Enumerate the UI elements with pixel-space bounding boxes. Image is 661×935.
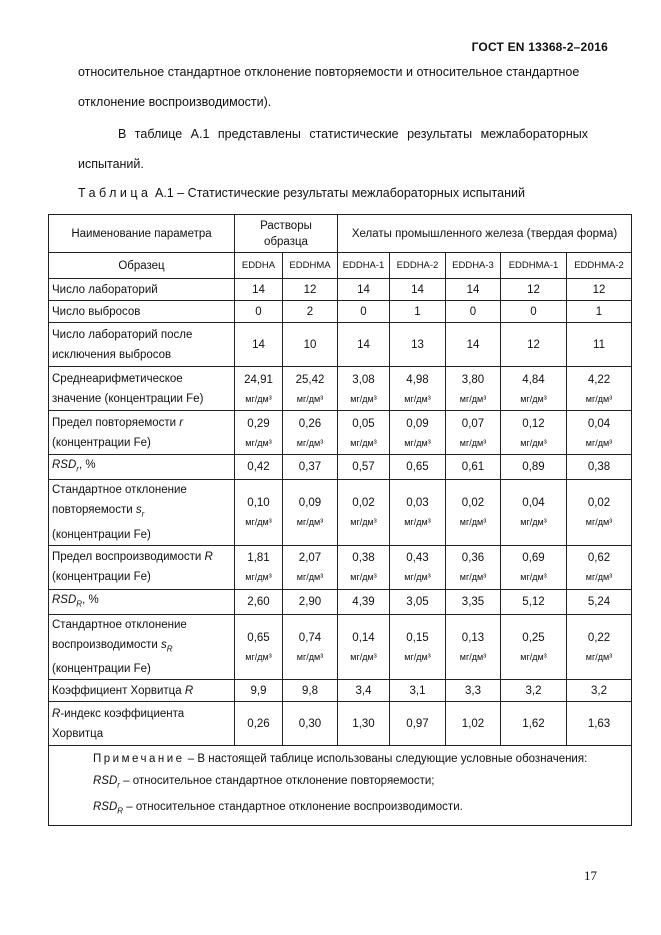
value-cell: 1,30 bbox=[338, 702, 390, 746]
value-cell: 0,89 bbox=[501, 455, 567, 480]
row-label-line: Стандартное отклонение bbox=[52, 618, 187, 631]
value: 0,25 bbox=[522, 632, 545, 645]
value: 0,05 bbox=[352, 417, 375, 430]
value-cell bbox=[446, 411, 501, 455]
value-cell: 3,3 bbox=[446, 680, 501, 702]
symbol: RSD bbox=[52, 459, 77, 471]
unit: мг/дм³ bbox=[404, 572, 431, 583]
unit: мг/дм³ bbox=[245, 572, 272, 583]
value-cell: 14 bbox=[235, 279, 283, 301]
value: 0,04 bbox=[522, 497, 545, 510]
symbol: r bbox=[179, 416, 184, 429]
unit: мг/дм³ bbox=[245, 437, 272, 448]
value: 0,07 bbox=[461, 417, 485, 430]
symbol: s bbox=[135, 504, 142, 517]
value: 3,80 bbox=[461, 373, 485, 386]
value-cell bbox=[283, 367, 338, 411]
value-cell bbox=[283, 545, 338, 589]
value-cell: 14 bbox=[338, 323, 390, 367]
row-label-line: -индекс коэффициента bbox=[60, 707, 185, 720]
value-cell: 3,1 bbox=[390, 680, 446, 702]
value-cell bbox=[567, 480, 632, 545]
unit: мг/дм³ bbox=[585, 393, 613, 404]
row-label-line: (концентрации Fe) bbox=[52, 436, 151, 449]
value-cell bbox=[283, 614, 338, 679]
value-cell bbox=[390, 480, 446, 545]
value: 0,65 bbox=[247, 632, 270, 645]
value: 25,42 bbox=[295, 373, 325, 386]
value: 0,10 bbox=[247, 497, 270, 510]
value: 4,22 bbox=[587, 373, 611, 386]
table-row bbox=[49, 367, 632, 411]
value-cell bbox=[235, 480, 283, 545]
value-cell bbox=[390, 545, 446, 589]
table-caption bbox=[78, 186, 525, 200]
value-cell bbox=[283, 411, 338, 455]
value-cell: 0,97 bbox=[390, 702, 446, 746]
value-cell: 0 bbox=[338, 301, 390, 323]
symbol: R bbox=[204, 551, 213, 564]
value-cell: 0 bbox=[446, 301, 501, 323]
value-cell: 0,65 bbox=[390, 455, 446, 480]
value: 0,26 bbox=[298, 417, 322, 430]
row-label bbox=[49, 614, 235, 679]
value-cell bbox=[567, 411, 632, 455]
value-cell: 10 bbox=[283, 323, 338, 367]
value-cell bbox=[501, 614, 567, 679]
value-cell bbox=[446, 614, 501, 679]
value-cell bbox=[235, 545, 283, 589]
value-cell bbox=[446, 367, 501, 411]
value-cell: 1 bbox=[390, 301, 446, 323]
value-cell bbox=[390, 614, 446, 679]
value-cell bbox=[235, 614, 283, 679]
row-label bbox=[49, 323, 235, 367]
value: 2,07 bbox=[298, 552, 322, 565]
row-label-line: (концентрации Fe) bbox=[52, 528, 151, 541]
table-row bbox=[49, 702, 632, 746]
note-line bbox=[55, 748, 625, 770]
caption-label: Таблица bbox=[78, 186, 152, 200]
value-cell: 1 bbox=[567, 301, 632, 323]
row-label bbox=[49, 411, 235, 455]
value-cell bbox=[390, 367, 446, 411]
table-row bbox=[49, 301, 632, 323]
value-cell: 14 bbox=[235, 323, 283, 367]
value-cell: 14 bbox=[338, 279, 390, 301]
value: 24,91 bbox=[244, 373, 273, 386]
value-cell bbox=[501, 367, 567, 411]
caption-number: А.1 bbox=[155, 186, 174, 200]
unit: мг/дм³ bbox=[585, 517, 613, 528]
value-cell bbox=[235, 411, 283, 455]
row-label-line: Стандартное отклонение bbox=[52, 484, 187, 497]
row-label bbox=[49, 702, 235, 746]
value: 0,14 bbox=[352, 632, 375, 645]
sample-name: EDDHA bbox=[235, 253, 283, 279]
unit: мг/дм³ bbox=[296, 652, 324, 663]
header-param-name: Наименование параметра bbox=[49, 215, 235, 253]
value-cell: 0,30 bbox=[283, 702, 338, 746]
table-row bbox=[49, 455, 632, 480]
table-sample-row bbox=[49, 253, 632, 279]
row-label-line: исключения выбросов bbox=[52, 348, 172, 361]
row-label bbox=[49, 589, 235, 614]
value-cell: 0 bbox=[501, 301, 567, 323]
value-cell bbox=[501, 411, 567, 455]
value-cell: 12 bbox=[567, 279, 632, 301]
table-note bbox=[49, 746, 632, 826]
table-row bbox=[49, 545, 632, 589]
unit: мг/дм³ bbox=[404, 437, 431, 448]
unit: мг/дм³ bbox=[350, 652, 377, 663]
header-group-chelates: Хелаты промышленного железа (твердая форма) bbox=[338, 215, 632, 253]
sample-name: EDDHMA bbox=[283, 253, 338, 279]
unit: мг/дм³ bbox=[459, 572, 487, 583]
symbol-subscript: R bbox=[76, 598, 83, 608]
unit: мг/дм³ bbox=[520, 652, 547, 663]
unit: мг/дм³ bbox=[296, 393, 324, 404]
row-label-line: Предел повторяемости bbox=[52, 416, 180, 429]
sample-name: EDDHA-3 bbox=[446, 253, 501, 279]
symbol-subscript: r bbox=[76, 464, 79, 474]
sample-name: EDDHA-1 bbox=[338, 253, 390, 279]
row-label-line: (концентрации Fe) bbox=[52, 571, 151, 584]
value-cell: 3,05 bbox=[390, 589, 446, 614]
value: 0,29 bbox=[247, 417, 270, 430]
header-group-solutions: Растворы образца bbox=[235, 215, 338, 253]
symbol: R bbox=[52, 707, 61, 720]
paragraph-2-line-1: В таблице А.1 представлены статистические результаты межлабораторных bbox=[118, 127, 588, 141]
row-label-line: воспроизводимости bbox=[52, 638, 162, 651]
value: 0,38 bbox=[352, 552, 375, 565]
row-label-line: повторяемости bbox=[52, 504, 136, 517]
unit: мг/дм³ bbox=[296, 572, 324, 583]
value-cell: 0,26 bbox=[235, 702, 283, 746]
symbol-subscript: R bbox=[117, 806, 124, 816]
value-cell bbox=[338, 614, 390, 679]
symbol-subscript: r bbox=[117, 780, 120, 790]
row-label bbox=[49, 480, 235, 545]
row-label bbox=[49, 455, 235, 480]
symbol: s bbox=[161, 638, 167, 651]
table-row bbox=[49, 411, 632, 455]
value-cell: 3,2 bbox=[501, 680, 567, 702]
value: 0,69 bbox=[522, 552, 545, 565]
unit: мг/дм³ bbox=[245, 652, 272, 663]
value: 0,04 bbox=[587, 417, 611, 430]
symbol: R bbox=[184, 684, 194, 697]
value-cell: 1,62 bbox=[501, 702, 567, 746]
unit: мг/дм³ bbox=[459, 437, 487, 448]
note-text: – относительное стандартное отклонение повторяемости; bbox=[119, 775, 435, 788]
row-label bbox=[49, 545, 235, 589]
value: 4,98 bbox=[406, 373, 429, 386]
value: 4,84 bbox=[522, 373, 545, 386]
value-cell bbox=[390, 411, 446, 455]
unit: мг/дм³ bbox=[350, 393, 377, 404]
value-cell bbox=[567, 614, 632, 679]
row-label: Число лабораторий bbox=[49, 279, 235, 301]
value-cell bbox=[235, 367, 283, 411]
table-row bbox=[49, 589, 632, 614]
caption-text: – Статистические результаты межлабораторных испытаний bbox=[177, 186, 525, 200]
value-cell: 11 bbox=[567, 323, 632, 367]
note-label: Примечание bbox=[93, 753, 185, 766]
value-cell: 0,57 bbox=[338, 455, 390, 480]
note-line bbox=[55, 796, 625, 822]
unit: мг/дм³ bbox=[404, 517, 431, 528]
table-header-row bbox=[49, 215, 632, 253]
unit: мг/дм³ bbox=[296, 517, 324, 528]
unit: мг/дм³ bbox=[245, 393, 272, 404]
unit: мг/дм³ bbox=[459, 517, 487, 528]
unit: мг/дм³ bbox=[459, 652, 487, 663]
value-cell: 12 bbox=[501, 323, 567, 367]
value-cell: 9,8 bbox=[283, 680, 338, 702]
row-label-line: Хорвитца bbox=[52, 727, 104, 740]
table-row bbox=[49, 279, 632, 301]
sample-name: EDDHMA-1 bbox=[501, 253, 567, 279]
sample-name: EDDHA-2 bbox=[390, 253, 446, 279]
value-cell bbox=[283, 480, 338, 545]
unit: мг/дм³ bbox=[404, 652, 431, 663]
unit: мг/дм³ bbox=[585, 572, 613, 583]
value-cell: 14 bbox=[390, 279, 446, 301]
paragraph-1-line-2: отклонение воспроизводимости). bbox=[78, 95, 272, 109]
row-label-suffix: , % bbox=[82, 593, 99, 606]
unit: мг/дм³ bbox=[520, 437, 547, 448]
value: 0,03 bbox=[406, 497, 429, 510]
note-line bbox=[55, 770, 625, 796]
row-label-line: Предел воспроизводимости bbox=[52, 551, 205, 564]
row-label-text: Коэффициент Хорвитца bbox=[52, 684, 185, 697]
unit: мг/дм³ bbox=[520, 572, 547, 583]
value-cell: 5,24 bbox=[567, 589, 632, 614]
value: 0,02 bbox=[352, 497, 375, 510]
unit: мг/дм³ bbox=[459, 393, 487, 404]
value-cell: 1,63 bbox=[567, 702, 632, 746]
value-cell bbox=[446, 480, 501, 545]
symbol-subscript: R bbox=[166, 644, 173, 654]
value-cell: 0,37 bbox=[283, 455, 338, 480]
value-cell bbox=[501, 545, 567, 589]
value: 0,09 bbox=[298, 497, 322, 510]
value-cell: 3,2 bbox=[567, 680, 632, 702]
value-cell bbox=[501, 480, 567, 545]
value-cell: 3,4 bbox=[338, 680, 390, 702]
value: 0,62 bbox=[587, 552, 611, 565]
value-cell: 2,90 bbox=[283, 589, 338, 614]
row-label-line: значение (концентрации Fe) bbox=[52, 392, 204, 405]
value-cell bbox=[338, 411, 390, 455]
row-label bbox=[49, 680, 235, 702]
value: 0,15 bbox=[406, 632, 429, 645]
value-cell: 12 bbox=[283, 279, 338, 301]
row-label: Число выбросов bbox=[49, 301, 235, 323]
value-cell: 0,38 bbox=[567, 455, 632, 480]
value-cell: 14 bbox=[446, 279, 501, 301]
statistics-table bbox=[48, 214, 632, 826]
unit: мг/дм³ bbox=[245, 517, 272, 528]
unit: мг/дм³ bbox=[585, 437, 613, 448]
sample-name: EDDHMA-2 bbox=[567, 253, 632, 279]
symbol-subscript: r bbox=[141, 509, 145, 519]
unit: мг/дм³ bbox=[404, 393, 431, 404]
row-label-line: Среднеарифметическое bbox=[52, 372, 183, 385]
row-label bbox=[49, 367, 235, 411]
value-cell: 2 bbox=[283, 301, 338, 323]
row-label-line: Число лабораторий после bbox=[52, 328, 193, 341]
value: 0,12 bbox=[522, 417, 545, 430]
value-cell: 14 bbox=[446, 323, 501, 367]
unit: мг/дм³ bbox=[520, 393, 547, 404]
value: 0,09 bbox=[406, 417, 429, 430]
value-cell: 12 bbox=[501, 279, 567, 301]
value-cell: 4,39 bbox=[338, 589, 390, 614]
table-row bbox=[49, 680, 632, 702]
value-cell bbox=[567, 545, 632, 589]
value-cell bbox=[338, 480, 390, 545]
value: 0,02 bbox=[461, 497, 485, 510]
table-row bbox=[49, 323, 632, 367]
page-number: 17 bbox=[584, 868, 597, 883]
symbol: RSD bbox=[93, 801, 118, 814]
value-cell bbox=[338, 367, 390, 411]
value-cell: 1,02 bbox=[446, 702, 501, 746]
symbol: RSD bbox=[52, 593, 77, 606]
value-cell: 0,61 bbox=[446, 455, 501, 480]
table-row bbox=[49, 480, 632, 545]
paragraph-2-line-2: испытаний. bbox=[78, 157, 144, 171]
value: 3,08 bbox=[352, 373, 375, 386]
table-note-row bbox=[49, 746, 632, 826]
value: 0,02 bbox=[587, 497, 611, 510]
value-cell bbox=[446, 545, 501, 589]
table-row bbox=[49, 614, 632, 679]
symbol: RSD bbox=[93, 775, 118, 788]
value-cell: 5,12 bbox=[501, 589, 567, 614]
value-cell: 0,42 bbox=[235, 455, 283, 480]
unit: мг/дм³ bbox=[350, 437, 377, 448]
value-cell bbox=[338, 545, 390, 589]
row-label-line: (концентрации Fe) bbox=[52, 663, 151, 676]
unit: мг/дм³ bbox=[520, 517, 547, 528]
value-cell: 0 bbox=[235, 301, 283, 323]
value: 1,81 bbox=[247, 552, 270, 565]
unit: мг/дм³ bbox=[350, 572, 377, 583]
row-label-suffix: , % bbox=[78, 459, 96, 471]
value: 0,43 bbox=[406, 552, 429, 565]
paragraph-1-line-1: относительное стандартное отклонение повторяемости и относительное стандартное bbox=[78, 65, 580, 79]
value-cell: 2,60 bbox=[235, 589, 283, 614]
unit: мг/дм³ bbox=[585, 652, 613, 663]
value-cell: 3,35 bbox=[446, 589, 501, 614]
document-code: ГОСТ EN 13368-2–2016 bbox=[471, 40, 608, 54]
note-text: – относительное стандартное отклонение воспроизводимости. bbox=[123, 801, 463, 814]
value-cell: 13 bbox=[390, 323, 446, 367]
value: 0,22 bbox=[587, 632, 611, 645]
note-text: – В настоящей таблице использованы следующие условные обозначения: bbox=[184, 753, 588, 766]
value: 0,13 bbox=[461, 632, 485, 645]
value: 0,36 bbox=[461, 552, 485, 565]
value: 0,74 bbox=[298, 632, 322, 645]
unit: мг/дм³ bbox=[296, 437, 324, 448]
unit: мг/дм³ bbox=[350, 517, 377, 528]
value-cell bbox=[567, 367, 632, 411]
header-sample-label: Образец bbox=[49, 253, 235, 279]
value-cell: 9,9 bbox=[235, 680, 283, 702]
